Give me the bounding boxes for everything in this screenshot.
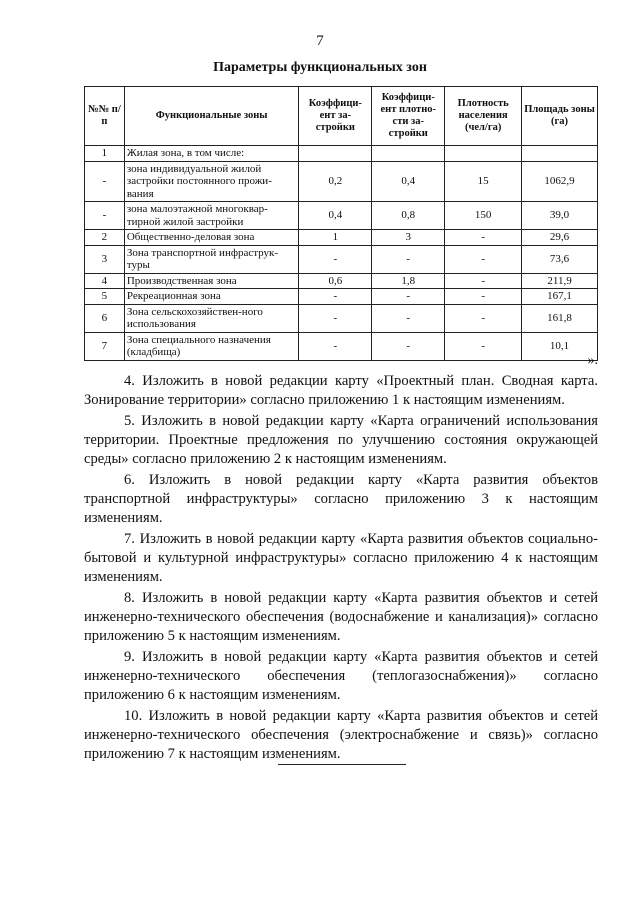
header-zones: Функциональные зоны	[124, 87, 299, 146]
amendment-paragraph: 7. Изложить в новой редакции карту «Карта развития объектов социально-бытовой и культурной инфраструктуры» согласно приложению 4 к настоящим изменениям.	[84, 531, 598, 585]
zone-area: 10,1	[522, 332, 598, 360]
population-density: 15	[445, 161, 522, 202]
density-coef: 1,8	[372, 273, 445, 289]
building-coef: -	[299, 245, 372, 273]
amendment-paragraph: 8. Изложить в новой редакции карту «Карта развития объектов и сетей инженерно-технического обеспечения (водоснабжение и канализация)» согласно приложению 5 к настоящим изменениям.	[84, 590, 598, 644]
table-row	[85, 304, 598, 332]
row-number: 4	[85, 273, 125, 289]
row-number: -	[85, 161, 125, 202]
amendment-paragraph: 4. Изложить в новой редакции карту «Проектный план. Сводная карта. Зонирование территории» согласно приложению 1 к настоящим изменениям.	[84, 373, 598, 408]
amendment-paragraphs	[84, 372, 598, 766]
zone-area: 73,6	[522, 245, 598, 273]
row-number: 6	[85, 304, 125, 332]
table-row	[85, 273, 598, 289]
zone-area: 211,9	[522, 273, 598, 289]
amendment-paragraph: 10. Изложить в новой редакции карту «Карта развития объектов и сетей инженерно-технического обеспечения (электроснабжение и связь)» согласно приложению 7 к настоящим изменениям.	[84, 708, 598, 762]
building-coef: 0,4	[299, 202, 372, 230]
amendment-paragraph: 6. Изложить в новой редакции карту «Карта развития объектов транспортной инфраструктуры» согласно приложению 3 к настоящим изменениям.	[84, 472, 598, 526]
zone-name: Рекреационная зона	[124, 289, 299, 305]
population-density: -	[445, 332, 522, 360]
row-number: 5	[85, 289, 125, 305]
closing-quote: ».	[587, 353, 598, 368]
table-row	[85, 245, 598, 273]
building-coef: 0,6	[299, 273, 372, 289]
building-coef: -	[299, 332, 372, 360]
building-coef	[299, 146, 372, 162]
density-coef: 3	[372, 230, 445, 246]
table-header-row	[85, 87, 598, 146]
zone-name: Производственная зона	[124, 273, 299, 289]
building-coef: 1	[299, 230, 372, 246]
density-coef	[372, 146, 445, 162]
density-coef: -	[372, 332, 445, 360]
zone-area	[522, 146, 598, 162]
header-area: Площадь зоны (га)	[522, 87, 598, 146]
zone-area: 161,8	[522, 304, 598, 332]
table-row	[85, 146, 598, 162]
building-coef: 0,2	[299, 161, 372, 202]
population-density: -	[445, 245, 522, 273]
amendment-paragraph: 5. Изложить в новой редакции карту «Карта ограничений использования территории. Проектные предложения по улучшению состояния окружающей среды» согласно приложению 2 к настоящим изменениям.	[84, 413, 598, 467]
document-title: Параметры функциональных зон	[213, 60, 427, 75]
header-density-coef: Коэффици-ент плотно-сти за-стройки	[372, 87, 445, 146]
population-density: -	[445, 273, 522, 289]
table-row	[85, 161, 598, 202]
population-density: 150	[445, 202, 522, 230]
zones-table	[84, 86, 598, 361]
table-row	[85, 332, 598, 360]
zone-name: Зона специального назначения (кладбища)	[124, 332, 299, 360]
table-row	[85, 289, 598, 305]
zone-area: 29,6	[522, 230, 598, 246]
zone-name: зона индивидуальной жилой застройки постоянного прожи-вания	[124, 161, 299, 202]
zone-name: Общественно-деловая зона	[124, 230, 299, 246]
row-number: 7	[85, 332, 125, 360]
zones-table-body	[85, 146, 598, 361]
row-number: -	[85, 202, 125, 230]
page-number: 7	[316, 33, 324, 49]
row-number: 3	[85, 245, 125, 273]
header-population-density: Плотность населения (чел/га)	[445, 87, 522, 146]
population-density: -	[445, 289, 522, 305]
table-row	[85, 202, 598, 230]
zone-area: 167,1	[522, 289, 598, 305]
zone-area: 1062,9	[522, 161, 598, 202]
population-density: -	[445, 230, 522, 246]
row-number: 1	[85, 146, 125, 162]
density-coef: 0,4	[372, 161, 445, 202]
density-coef: 0,8	[372, 202, 445, 230]
density-coef: -	[372, 304, 445, 332]
zone-name: зона малоэтажной многоквар-тирной жилой застройки	[124, 202, 299, 230]
row-number: 2	[85, 230, 125, 246]
building-coef: -	[299, 289, 372, 305]
amendment-paragraph: 9. Изложить в новой редакции карту «Карта развития объектов и сетей инженерно-технического обеспечения (теплогазоснабжения)» согласно приложению 6 к настоящим изменениям.	[84, 649, 598, 703]
zone-name: Зона транспортной инфраструк-туры	[124, 245, 299, 273]
zone-name: Зона сельскохозяйствен-ного использования	[124, 304, 299, 332]
density-coef: -	[372, 245, 445, 273]
zone-name: Жилая зона, в том числе:	[124, 146, 299, 162]
zone-area: 39,0	[522, 202, 598, 230]
density-coef: -	[372, 289, 445, 305]
population-density: -	[445, 304, 522, 332]
table-row	[85, 230, 598, 246]
population-density	[445, 146, 522, 162]
building-coef: -	[299, 304, 372, 332]
header-number: №№ п/п	[85, 87, 125, 146]
separator-line	[278, 764, 406, 765]
header-building-coef: Коэффици-ент за-стройки	[299, 87, 372, 146]
